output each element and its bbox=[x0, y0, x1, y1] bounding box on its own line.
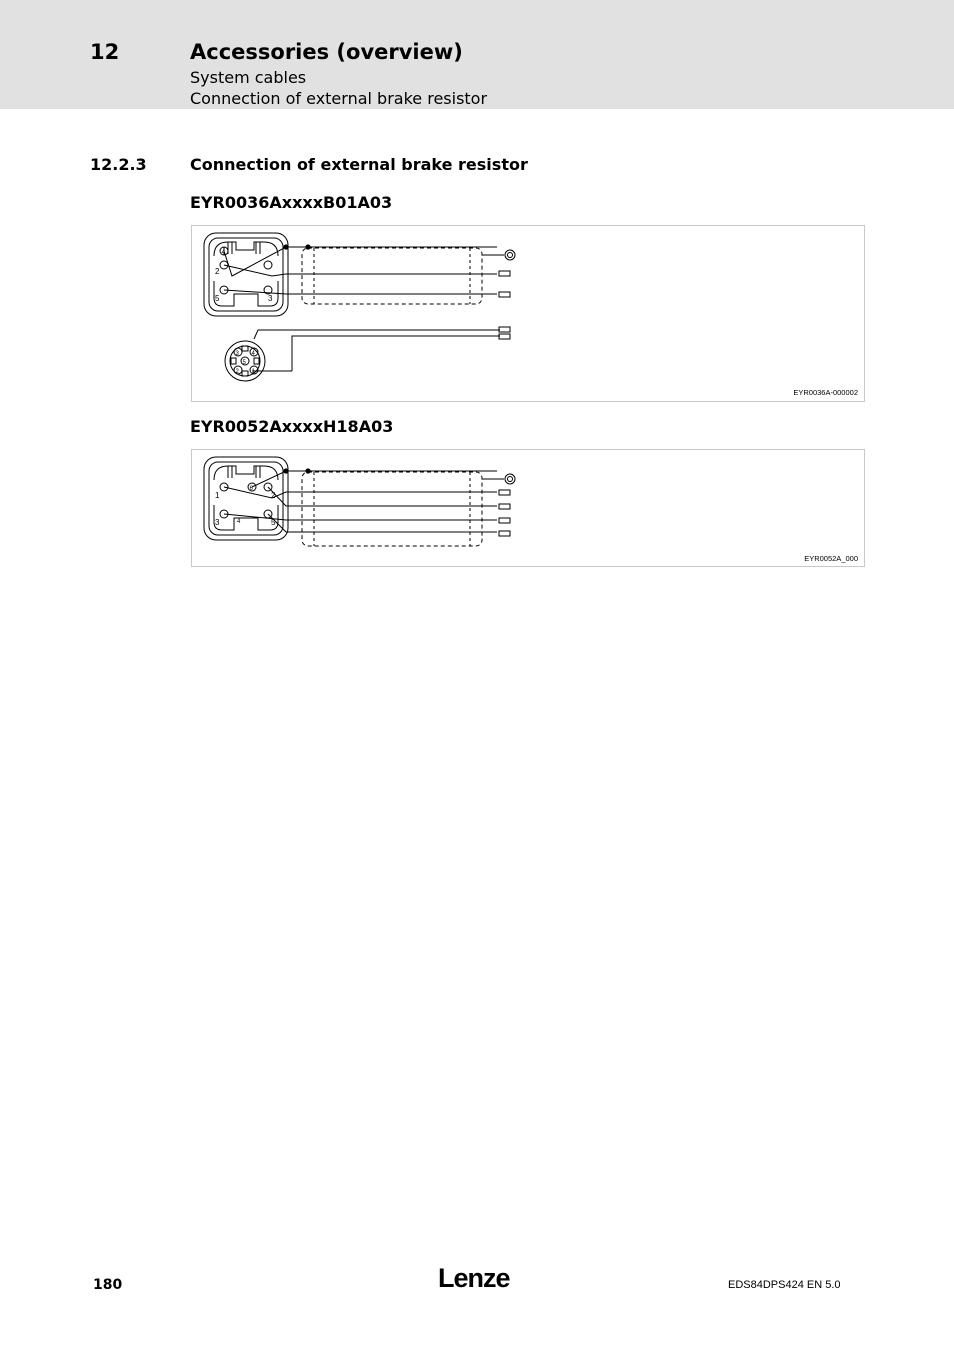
svg-text:1: 1 bbox=[251, 369, 255, 375]
junction-dot bbox=[283, 244, 288, 249]
svg-text:2: 2 bbox=[235, 369, 239, 375]
cable-shield bbox=[302, 472, 482, 546]
cable-shield bbox=[302, 248, 482, 304]
svg-text:4: 4 bbox=[237, 519, 241, 525]
lenze-logo: Lenze bbox=[438, 1263, 510, 1293]
pin-label-4: 4 bbox=[221, 250, 225, 256]
wire-signal-2 bbox=[292, 336, 500, 371]
chapter-title: Accessories (overview) bbox=[190, 40, 463, 64]
ring-terminal bbox=[505, 250, 515, 260]
wire-pe bbox=[252, 471, 497, 487]
svg-text:1: 1 bbox=[215, 491, 220, 500]
pin-label-5: 5 bbox=[215, 294, 220, 303]
wire-signal-1 bbox=[254, 330, 500, 339]
svg-text:5: 5 bbox=[242, 360, 246, 366]
svg-text:6: 6 bbox=[249, 486, 253, 492]
chapter-number: 12 bbox=[90, 40, 120, 64]
svg-text:5: 5 bbox=[271, 518, 276, 527]
figure-1-title: EYR0036AxxxxB01A03 bbox=[190, 193, 393, 212]
svg-text:3: 3 bbox=[235, 351, 239, 357]
wire-2 bbox=[224, 265, 497, 276]
section-title: Connection of external brake resistor bbox=[190, 155, 528, 174]
section-number: 12.2.3 bbox=[90, 155, 147, 174]
pin-label-3: 3 bbox=[268, 294, 273, 303]
wire-1 bbox=[224, 487, 497, 498]
ferrule-1 bbox=[499, 271, 510, 276]
svg-text:2: 2 bbox=[271, 491, 276, 500]
ferrule-2 bbox=[499, 292, 510, 297]
figure-2-ref: EYR0052A_000 bbox=[804, 554, 858, 563]
figure-1-box bbox=[191, 225, 865, 402]
ring-terminal bbox=[505, 474, 515, 484]
page-number: 180 bbox=[93, 1277, 123, 1293]
cable-diagram-2 bbox=[192, 450, 864, 566]
figure-1-ref: EYR0036A-000002 bbox=[793, 388, 858, 397]
svg-text:3: 3 bbox=[215, 518, 220, 527]
figure-2-title: EYR0052AxxxxH18A03 bbox=[190, 417, 394, 436]
svg-text:4: 4 bbox=[251, 351, 255, 357]
header-subtitle-1: System cables bbox=[190, 68, 307, 87]
figure-2-box bbox=[191, 449, 865, 567]
wire-pe bbox=[221, 247, 497, 276]
header-subtitle-2: Connection of external brake resistor bbox=[190, 89, 488, 108]
cable-diagram-1 bbox=[192, 226, 864, 401]
junction-dot bbox=[283, 468, 288, 473]
pin-label-2: 2 bbox=[215, 267, 220, 276]
document-id: EDS84DPS424 EN 5.0 bbox=[728, 1279, 841, 1291]
